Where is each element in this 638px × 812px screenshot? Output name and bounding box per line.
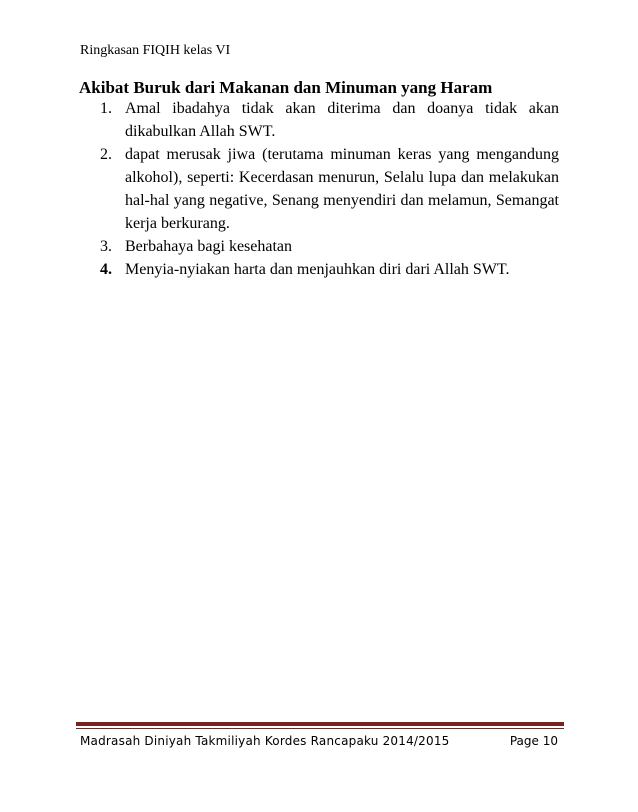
page-header-title: Ringkasan FIQIH kelas VI (80, 43, 231, 58)
list-item-number: 3. (100, 238, 112, 255)
list-item-text: dapat merusak jiwa (terutama minuman keras yang mengandung alkohol), seperti: Kecerdasan menurun, Selalu lupa dan melakukan hal-hal yang negative, Senang menyendiri dan melamun, Semangat kerja berkurang. (125, 146, 559, 232)
list-item-number: 4. (100, 261, 112, 278)
footer-divider-thin (76, 728, 564, 729)
footer-divider (76, 722, 564, 726)
list-item (100, 97, 559, 143)
footer-institution: Madrasah Diniyah Takmiliyah Kordes Rancapaku 2014/2015 (80, 734, 450, 748)
list-item-number: 2. (100, 146, 112, 163)
list-item (100, 258, 559, 281)
list-item (100, 235, 559, 258)
list-item-text: Amal ibadahya tidak akan diterima dan doanya tidak akan dikabulkan Allah SWT. (125, 100, 559, 140)
list-item (100, 143, 559, 235)
list-item-text: Berbahaya bagi kesehatan (125, 238, 293, 255)
page-number: Page 10 (509, 734, 558, 748)
list-item-number: 1. (100, 100, 112, 117)
consequences-list (100, 97, 559, 281)
section-heading: Akibat Buruk dari Makanan dan Minuman yang Haram (79, 78, 493, 97)
list-item-text: Menyia-nyiakan harta dan menjauhkan diri dari Allah SWT. (125, 261, 510, 278)
